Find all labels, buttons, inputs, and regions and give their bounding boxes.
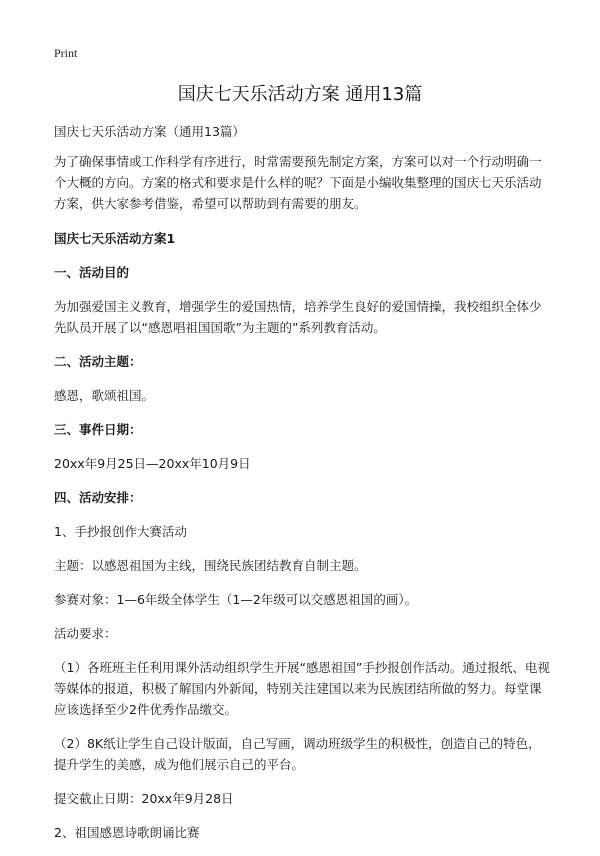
print-link[interactable]: Print xyxy=(54,46,78,60)
section-heading-arrangement: 四、活动安排： xyxy=(54,490,142,505)
document-subtitle: 国庆七天乐活动方案（通用13篇） xyxy=(54,124,245,139)
date-paragraph: 20xx年9月25日—20xx年10月9日 xyxy=(54,456,251,471)
intro-paragraph: 为了确保事情或工作科学有序进行，时常需要预先制定方案，方案可以对一个行动明确一个大概的方向。方案的格式和要求是什么样的呢？下面是小编收集整理的国庆七天乐活动方案，供大家参考借鉴，希望可以帮助到有需要的朋友。 xyxy=(54,154,542,211)
section-heading-theme: 二、活动主题： xyxy=(54,354,142,369)
item1-title: 1、手抄报创作大赛活动 xyxy=(54,524,187,539)
section-heading-date: 三、事件日期： xyxy=(54,422,142,437)
section-heading-purpose: 一、活动目的 xyxy=(54,265,130,280)
item1-deadline: 提交截止日期：20xx年9月28日 xyxy=(54,791,234,806)
item1-participants: 参赛对象：1—6年级全体学生（1—2年级可以交感恩祖国的画）。 xyxy=(54,592,418,607)
theme-paragraph: 感恩，歌颂祖国。 xyxy=(54,388,155,403)
page-title: 国庆七天乐活动方案 通用13篇 xyxy=(177,84,423,105)
item1-requirements-label: 活动要求： xyxy=(54,626,117,641)
item1-theme: 主题：以感恩祖国为主线，围绕民族团结教育自制主题。 xyxy=(54,558,367,573)
item1-requirement-2: （2）8K纸让学生自己设计版面，自己写画，调动班级学生的积极性，创造自己的特色，提升学生的美感，成为他们展示自己的平台。 xyxy=(54,736,541,772)
purpose-paragraph: 为加强爱国主义教育，增强学生的爱国热情，培养学生良好的爱国情操，我校组织全体少先队员开展了以“感恩唱祖国国歌”为主题的”系列教育活动。 xyxy=(54,299,542,335)
item1-requirement-1: （1）各班班主任利用课外活动组织学生开展“感恩祖国”手抄报创作活动。通过报纸、电视等媒体的报道，积极了解国内外新闻，特别关注建国以来为民族团结所做的努力。每堂课应该选择至少2件优秀作品缴交。 xyxy=(54,660,550,717)
item2-title: 2、祖国感恩诗歌朗诵比赛 xyxy=(54,825,200,840)
section-title: 国庆七天乐活动方案1 xyxy=(54,231,176,246)
document-body xyxy=(54,121,550,856)
